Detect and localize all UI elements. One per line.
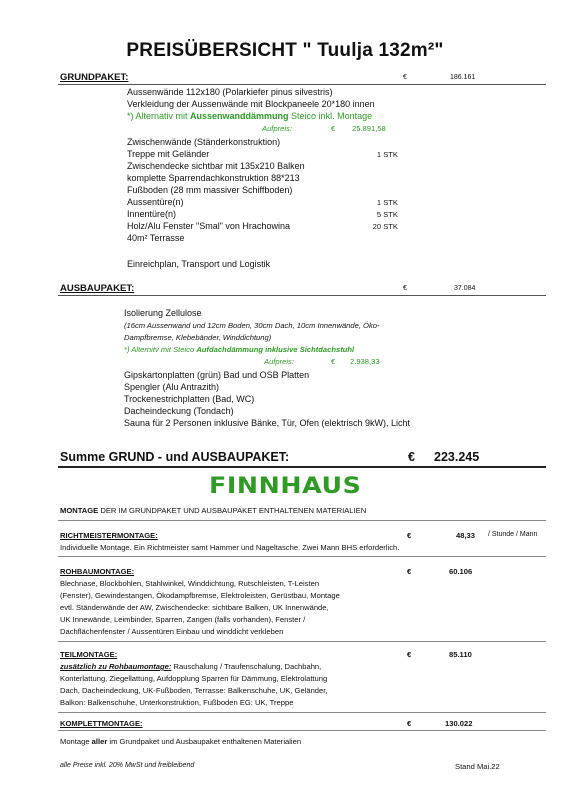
summe-rule bbox=[58, 466, 546, 468]
komplett-rule bbox=[58, 730, 546, 731]
komplett-desc-post: im Grundpaket und Ausbaupaket enthaltenen Materialien bbox=[107, 737, 302, 746]
grundpaket-heading: GRUNDPAKET: bbox=[60, 72, 129, 83]
finnhaus-logo bbox=[0, 474, 570, 499]
grundpaket-aufpreis-value: 25.891,58 bbox=[352, 124, 386, 133]
rohbau-currency: € bbox=[407, 567, 412, 576]
rohbau-line: UK Innewände, Leimbinder, Sparren, Zangen (falls vorhanden), Fenster / bbox=[60, 615, 306, 624]
grundpaket-price: 186.161 bbox=[450, 74, 476, 81]
teil-rule bbox=[58, 712, 546, 713]
grundpaket-item: Holz/Alu Fenster "Smal" von Hrachowina bbox=[127, 221, 290, 231]
grundpaket-item-qty: 1 STK bbox=[376, 150, 398, 159]
teil-heading: TEILMONTAGE: bbox=[60, 650, 118, 659]
ausbaupaket-detail: Dampfbremse, Klebebänder, Winddichtung) bbox=[124, 333, 272, 342]
grundpaket-aufpreis-label: Aufpreis: bbox=[262, 124, 292, 133]
ausbaupaket-alternative bbox=[124, 344, 354, 355]
summe-currency: € bbox=[408, 450, 415, 464]
ausbaupaket-aufpreis-label: Aufpreis: bbox=[264, 357, 294, 366]
teil-first-line bbox=[60, 661, 321, 672]
ausbaupaket-aufpreis-currency: € bbox=[331, 357, 336, 366]
ausbaupaket-rule bbox=[58, 295, 546, 296]
teil-line: Balkon: Balkenschuhe, Unterkonstruktion, Fußboden EG: UK, Treppe bbox=[60, 698, 294, 707]
alt-prefix: *) Alternativ mit bbox=[127, 111, 191, 121]
grundpaket-item: Zwischendecke sichtbar mit 135x210 Balken bbox=[127, 161, 305, 171]
rohbau-line: Dachflächenfenster / Aussentüren Einbau und winddicht verkleben bbox=[60, 627, 284, 636]
richtmeister-heading: RICHTMEISTERMONTAGE: bbox=[60, 531, 158, 540]
rohbau-heading: ROHBAUMONTAGE: bbox=[60, 567, 135, 576]
montage-intro bbox=[60, 505, 366, 516]
richtmeister-unit: / Stunde / Mann bbox=[488, 531, 538, 538]
ausbaupaket-price: 37.084 bbox=[454, 285, 476, 292]
ausbaupaket-aufpreis-value: 2.938,33 bbox=[350, 357, 380, 366]
grundpaket-rule bbox=[58, 84, 546, 85]
montage-intro-bold: MONTAGE bbox=[60, 506, 99, 515]
ausbaupaket-item: Dacheindeckung (Tondach) bbox=[124, 406, 234, 416]
teil-line: Konterlattung, Ziegellattung, Aufdopplung Sparren für Dämmung, Elektrolattung bbox=[60, 674, 328, 683]
rohbau-line: Blechnase, Blockbohlen, Stahlwinkel, Winddichtung, Rutschleisten, T-Leisten bbox=[60, 579, 320, 588]
richtmeister-currency: € bbox=[407, 531, 412, 540]
richtmeister-price: 48,33 bbox=[456, 531, 476, 540]
grundpaket-item: Fußboden (28 mm massiver Schiffboden) bbox=[127, 185, 293, 195]
grundpaket-item: komplette Sparrendachkonstruktion 88*213 bbox=[127, 173, 300, 183]
ausbaupaket-currency: € bbox=[403, 285, 407, 292]
teil-first-bold: zusätzlich zu Rohbaumontage: bbox=[60, 662, 172, 671]
grundpaket-line: Verkleidung der Aussenwände mit Blockpaneele 20*180 innen bbox=[127, 99, 375, 109]
teil-price: 85.110 bbox=[449, 650, 472, 659]
alt-bold: Aussenwanddämmung bbox=[190, 111, 289, 121]
grundpaket-item-qty: 1 STK bbox=[376, 198, 398, 207]
alt-prefix: *) Alternitv mit Steico bbox=[124, 345, 197, 354]
rohbau-line: (Fenster), Gewindestangen, Ökodampfbremse, Elektroleisten, Gerüstbau, Montage bbox=[60, 591, 340, 600]
richtmeister-desc: Individuelle Montage. Ein Richtmeister samt Hammer und Nageltasche. Zwei Mann BHS erforderlich. bbox=[60, 543, 400, 552]
grundpaket-aufpreis-currency: € bbox=[331, 124, 336, 133]
alt-bold: Aufdachdämmung inklusive Sichtdachstuhl bbox=[196, 345, 355, 354]
ausbaupaket-item: Sauna für 2 Personen inklusive Bänke, Tür, Ofen (elektrisch 9kW), Licht bbox=[124, 418, 410, 428]
teil-currency: € bbox=[407, 650, 412, 659]
grundpaket-currency: € bbox=[403, 74, 407, 81]
komplett-currency: € bbox=[407, 719, 412, 728]
grundpaket-item: Innentüre(n) bbox=[127, 209, 177, 219]
footer-note: alle Preise inkl. 20% MwSt und freibleibend bbox=[60, 762, 195, 769]
grundpaket-item: Aussentüre(n) bbox=[127, 197, 184, 207]
richtmeister-rule bbox=[58, 556, 546, 557]
rohbau-rule bbox=[58, 641, 546, 642]
ausbaupaket-heading: AUSBAUPAKET: bbox=[60, 283, 135, 294]
ausbaupaket-item: Spengler (Alu Antrazith) bbox=[124, 382, 220, 392]
komplett-desc-bold: aller bbox=[91, 737, 108, 746]
page-title: PREISÜBERSICHT " Tuulja 132m²" bbox=[126, 40, 444, 61]
komplett-desc-pre: Montage bbox=[60, 737, 92, 746]
grundpaket-extra: Einreichplan, Transport und Logistik bbox=[127, 259, 271, 269]
teil-first-rest: Rauschalung / Traufenschalung, Dachbahn, bbox=[171, 662, 322, 671]
summe-label: Summe GRUND - und AUSBAUPAKET: bbox=[60, 450, 290, 464]
grundpaket-alternative bbox=[127, 110, 372, 122]
komplett-desc bbox=[60, 736, 301, 747]
ausbaupaket-item: Trockenestrichplatten (Bad, WC) bbox=[124, 394, 255, 404]
grundpaket-item: 40m² Terrasse bbox=[127, 233, 185, 243]
ausbaupaket-item: Gipskartonplatten (grün) Bad und OSB Platten bbox=[124, 370, 310, 380]
grundpaket-line: Aussenwände 112x180 (Polarkiefer pinus silvestris) bbox=[127, 87, 333, 97]
grundpaket-item-qty: 5 STK bbox=[376, 210, 398, 219]
logo-text: FINNHAUS bbox=[208, 474, 362, 499]
montage-rule bbox=[58, 520, 546, 521]
rohbau-line: evtl. Ständerwände der AW, Zwischendecke: sichtbare Balken, UK Innenwände, bbox=[60, 603, 329, 612]
montage-intro-rest: DER IM GRUNDPAKET UND AUSBAUPAKET ENTHALTENEN MATERIALIEN bbox=[98, 506, 367, 515]
footer-date: Stand Mai.22 bbox=[455, 762, 500, 771]
grundpaket-item: Zwischenwände (Ständerkonstruktion) bbox=[127, 137, 281, 147]
grundpaket-item: Treppe mit Geländer bbox=[127, 149, 210, 159]
alt-suffix: Steico inkl. Montage bbox=[288, 111, 373, 121]
rohbau-price: 60.106 bbox=[449, 567, 473, 576]
ausbaupaket-isolierung: Isolierung Zellulose bbox=[124, 308, 202, 318]
summe-value: 223.245 bbox=[434, 450, 480, 464]
komplett-price: 130.022 bbox=[445, 719, 473, 728]
komplett-heading: KOMPLETTMONTAGE: bbox=[60, 719, 143, 728]
ausbaupaket-detail: (16cm Aussenwand und 12cm Boden, 30cm Dach, 10cm Innenwände, Öko- bbox=[124, 321, 380, 330]
grundpaket-item-qty: 20 STK bbox=[372, 222, 398, 231]
teil-line: Dach, Dacheindeckung, UK-Fußboden, Terrasse: Balkenschuhe, UK, Geländer, bbox=[60, 686, 328, 695]
